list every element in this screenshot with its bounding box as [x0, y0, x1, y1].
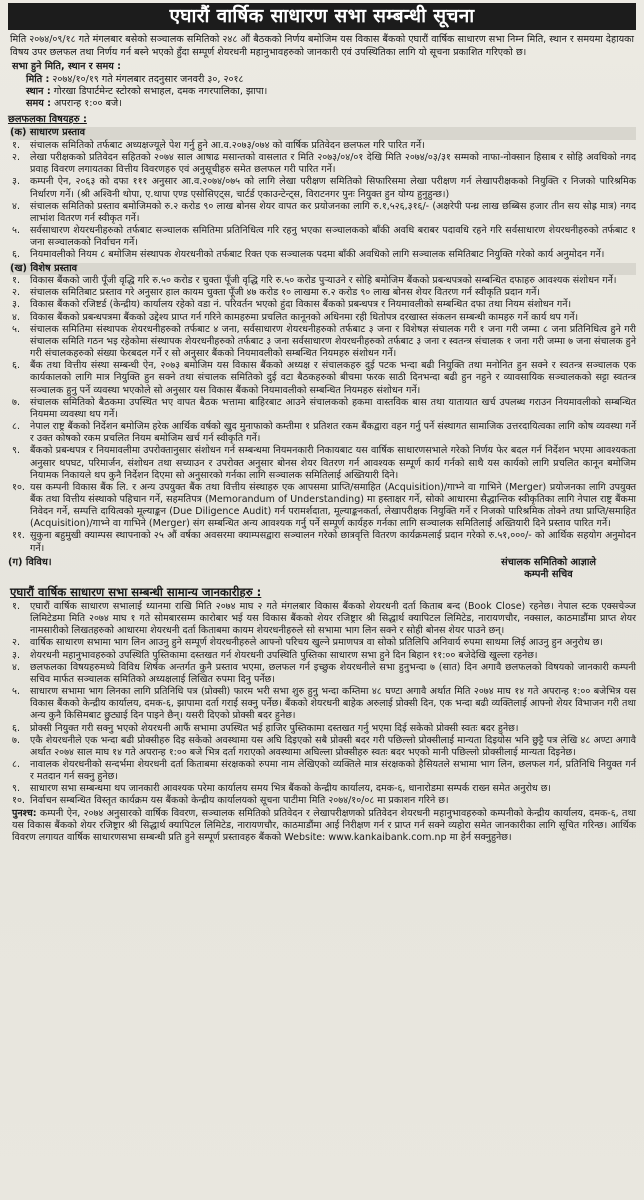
item-text: साधारण सभा सम्बन्धमा थप जानकारी आवश्यक परेमा कार्यालय समय भित्र बैंकको केन्द्रीय कार्यालय, दमक-६, धानारोडमा सम्पर्क राख्न समेत अनुरोध छ।: [30, 783, 552, 795]
item-number: १०.: [12, 481, 25, 493]
item-number: ६.: [12, 249, 20, 261]
meeting-date-value: २०७४/१०/१९ गते मंगलबार तदनुसार जनवरी ३०, २०१८: [52, 73, 244, 85]
list-item: [8, 397, 636, 421]
item-number: १.: [12, 275, 20, 287]
item-number: ४.: [12, 661, 20, 673]
meeting-time-row: [12, 98, 636, 110]
general-info-list: [8, 601, 636, 808]
general-info-title: एघारौं वार्षिक साधारण सभा सम्बन्धी सामान्य जानकारीहरु :: [10, 584, 262, 599]
list-item: [8, 225, 636, 249]
list-item: [8, 723, 636, 735]
item-number: २.: [12, 287, 20, 299]
list-item: [8, 783, 636, 795]
item-number: २.: [12, 152, 20, 164]
misc-label: (ग) विविध।: [8, 556, 52, 568]
postscript: [8, 808, 636, 844]
item-text: बैंकको प्रबन्धपत्र र नियमावलीमा उपरोक्तानुसार संशोधन गर्न सम्बन्धमा नियमनकारी निकायबाट यस वार्षिक साधारणसभाले गरेको निर्णय फेर बदल गर्न निर्देशन भएमा आवश्यकता अनुसार थपघट, परिमार्जन, संशोधन तथा सच्याउन र उपरोक्त अनुसार बोनस शेयर वितरण गर्न आवश्यक सम्पूर्ण कार्य गर्नको साथै यस कार्यको लागि प्रचलित कानून बमोजिम नियामक निकायले थप कुनै निर्देशन दिएमा सो अनुसारको गर्नका लागि सञ्चालक समितिलाई अख्तियारी दिने।: [30, 445, 636, 481]
item-text: छलफलका विषयहरुमध्ये विविध शिर्षक अन्तर्गत कुनै प्रस्ताव भएमा, छलफल गर्न इच्छुक शेयरधनीले सभा हुनुभन्दा ७ (सात) दिन अगावै छलफलको विषयको जानकारी कम्पनी सचिव मार्फत सञ्चालक समितिको अध्यक्षलाई लिखित रुपमा दिनु पर्नेछ।: [30, 661, 636, 685]
list-item: [8, 421, 636, 445]
list-item: [8, 176, 636, 200]
list-item: [8, 601, 636, 637]
meeting-date-label: मिति :: [26, 73, 50, 85]
item-number: १.: [12, 140, 20, 151]
general-proposal-heading: (क) साधारण प्रस्ताव: [10, 127, 636, 140]
list-item: [8, 735, 636, 759]
item-number: १०.: [12, 795, 25, 807]
list-item: [8, 140, 636, 152]
item-number: ५.: [12, 686, 20, 698]
item-text: संचालक समितिमा संस्थापक शेयरधनीहरुको तर्फबाट ४ जना, सर्वसाधारण शेयरधनीहरुको तर्फबाट ३ जना र विशेषज्ञ संचालक गरी १ जना गरी जम्मा ८ जना प्रतिनिधित्व हुने गरी संचालक समिति गठन भइ रहेकोमा संस्थापक शेयरधनीहरुको तर्फबाट ३ जना सर्वसाधारण शेयरधनीहरुको तर्फबाट ३ जना र स्वतन्त्र संचालक १ जना गरी जम्मा ७ जना संचालक हुने गरी संचालकहरुको संख्या फेरबदल गर्ने र सो अनुसार बैंकको नियमावलीको सम्बन्धित नियमहरु संशोधन गर्ने।: [30, 323, 636, 360]
item-text: यस कम्पनी विकास बैंक लि. र अन्य उपयुक्त बैंक तथा वित्तीय संस्थाहरु एक आपसमा प्राप्ति/समाहित (Acquisition)/गाभ्ने वा गाभिने (Merger) प्रयोजनका लागि उपयुक्त बैंक तथा वित्तीय संस्थाको पहिचान गर्ने, सहमतिपत्र (Memorandum of Understanding) मा हस्ताक्षर गर्ने, सोको आधारमा सैद्धान्तिक स्वीकृतिका लागि नेपाल राष्ट्र बैंकमा निवेदन गर्ने, सम्पत्ति दायित्वको मूल्याङ्कन (Due Diligence Audit) गर्न परामर्शदाता, मूल्याङ्कनकर्ता, लेखापरीक्षक नियुक्ति गर्ने र निजको पारिश्रमिक तोक्ने तथा प्राप्ति/समाहित (Acquisition)/गाभ्ने वा गाभिने (Merger) संग सम्बन्धित अन्य आवश्यक गर्नु पर्ने सम्पूर्ण कार्यहरु गर्नका लागि सञ्चालक समितिलाई अख्तियारी दिने प्रस्ताव पारित गर्ने।: [30, 481, 636, 530]
item-text: वार्षिक साधारण सभामा भाग लिन आउनु हुने सम्पूर्ण शेयरधनीहरुले आफ्नो परिचय खुल्ने प्रमाणपत्र वा सोको प्रतिलिपि अनिवार्य रुपमा साथमा लिई आउनु हुन अनुरोध छ।: [30, 637, 603, 649]
item-number: ४.: [12, 200, 20, 212]
item-text: सुकुना बहुमुखी क्याम्पस स्थापनाको २५ औं वर्षका अवसरमा क्याम्पसद्वारा सञ्चालन गरेको छात्रवृत्ति वितरण कार्यक्रमलाई प्रदान गरेको रु.५१,०००/- को आर्थिक सहयोग अनुमोदन गर्ने।: [30, 530, 636, 554]
list-item: [8, 312, 636, 324]
signatory-line-1: संचालक समितिको आज्ञाले: [500, 556, 596, 568]
item-number: ६.: [12, 722, 20, 734]
meeting-time-value: अपरान्ह १:०० बजे।: [54, 98, 122, 110]
list-item: [8, 637, 636, 649]
list-item: [8, 201, 636, 225]
list-item: [8, 759, 636, 783]
item-number: ४.: [12, 311, 20, 323]
item-number: ५.: [12, 323, 20, 335]
item-text: विकास बैंकको जारी पूँजी वृद्धि गरि रु.५० करोड र चुक्ता पूँजी वृद्धि गरि रु.५० करोड पुऱ्याउने र सोहि बमोजिम बैंकको प्रबन्धपत्रको सम्बन्धित दफाहरु आवश्यक संशोधन गर्ने।: [30, 275, 617, 287]
item-number: ९.: [12, 783, 20, 795]
item-text: संचालक समितिको तर्फबाट अध्यक्षज्यूले पेश गर्नु हुने आ.व.२०७३/०७४ को वार्षिक प्रतिवेदन छलफल गरि पारित गर्ने।: [30, 140, 425, 151]
meeting-heading: सभा हुने मिति, स्थान र समय :: [12, 61, 122, 73]
item-text: शेयरधनी महानुभावहरुको उपस्थिति पुस्तिकामा दस्तखत गर्न शेयरधनी उपस्थिति पुस्तिका साधारण सभा हुने दिन बिहान ११:०० बजेदेखि खुल्ला रहनेछ।: [30, 649, 538, 661]
general-proposal-list: [8, 140, 636, 262]
item-text: विकास बैंकको रजिष्टर्ड (केन्द्रीय) कार्यालय रहेको वडा नं. परिवर्तन भएको हुंदा विकास बैंकको प्रबन्धपत्र र नियमावलीको सम्बन्धित दफा तथा नियम संशोधन गर्ने।: [30, 299, 572, 311]
item-text: लेखा परीक्षकको प्रतिवेदन सहितको २०७४ साल आषाढ मसान्तको वासलात र मिति २०७३/०४/०१ देखि मिति २०७४/०३/३१ सम्मको नाफा-नोक्सान हिसाब र सोहि अवधिको नगद प्रवाह विवरण लगायतका वित्तीय विवरणहरु एवं अनुसूचीहरु समेत छलफल गरी पारित गर्ने।: [30, 152, 636, 176]
item-text: सर्वसाधारण शेयरधनीहरुको तर्फबाट सञ्चालक समितिमा प्रतिनिधित्व गरि रहनु भएका सञ्चालकको बाँकी अवधि बराबर पदावधि रहने गरि सर्वसाधारण शेयरधनीहरुको तर्फबाट १ जना सञ्चालकको निर्वाचन गर्ने।: [30, 225, 636, 249]
list-item: [8, 686, 636, 722]
signatory-line-2: कम्पनी सचिव: [524, 569, 573, 581]
meeting-place-value: गोरखा डिपार्टमेन्ट स्टोरको सभाहल, दमक नगरपालिका, झापा।: [53, 86, 268, 97]
item-text: नेपाल राष्ट्र बैंकको निर्देशन बमोजिम हरेक आर्थिक वर्षको खुद मुनाफाको कम्तीमा १ प्रतिशत रकम बैंकद्वारा वहन गर्नु पर्ने संस्थागत सामाजिक उत्तरदायित्वका लागि कोष व्यवस्था गर्ने र उक्त कोषको रकम प्रचलित नियम बमोजिम खर्च गर्न स्वीकृति गर्ने।: [30, 421, 636, 445]
postscript-label: पुनश्च:: [12, 807, 37, 819]
item-number: ९.: [12, 445, 20, 457]
item-text: विकास बैंकको प्रबन्धपत्रमा बैंकको उद्देश्य प्राप्त गर्न गरिने कामहरुमा प्रचलित कानूनको अधिनमा रही धितोपत्र दरखास्त संकलन सम्बन्धी कामहरु गर्ने कार्य थप गर्ने।: [30, 311, 579, 323]
list-item: [8, 482, 636, 531]
item-text: एकै शेयरधनीले एक भन्दा बढी प्रोक्सीहरु दिइ सकेको अवस्थामा यस अघि दिइएको सबै प्रोक्सी बदर गरी पछिल्लो प्रोक्सीलाई मान्यता दिइयोस भनि छुट्टै पत्र लेखि ४८ अण्टा अगावै अर्थात २०७४ साल माघ १४ गते अपरान्ह १:०० बजे भित्र दर्ता गराएको अवस्थामा अघिल्ला प्रोक्सीहरु स्वतः बदर भएको मानी पछिल्लो प्रोक्सीलाई मान्यता दिइनेछ।: [30, 734, 636, 758]
postscript-text: कम्पनी ऐन, २०७४ अनुसारको वार्षिक विवरण, सञ्चालक समितिको प्रतिवेदन र लेखापरीक्षणको प्रतिवेदन शेयरधनी महानुभावहरुको कम्पनीको केन्द्रीय कार्यालय, दमक-६, तथा यस विकास बैंकको शेयर रजिष्ट्रार श्री सिद्धार्थ क्यापिटल लिमिटेड, नारायणचौर, काठमाडौंमा आई निरीक्षण गर्न र प्राप्त गर्न सक्ने व्यहोरा समेत जानकारीका लागि सूचित गरिन्छ। आर्थिक विवरण लगायत वार्षिक साधारणसभा सम्बन्धी प्रति हुने सम्पूर्ण प्रस्तावहरु बैंकको Website: www.kankaibank.com.np मा हेर्न सक्नुहुनेछ।: [12, 807, 636, 843]
agenda-heading: छलफलका विषयहरु :: [8, 113, 87, 125]
list-item: [8, 324, 636, 360]
notice-title: एघारौं वार्षिक साधारण सभा सम्बन्धी सूचना: [8, 3, 636, 30]
item-text: साधारण सभामा भाग लिनका लागि प्रतिनिधि पत्र (प्रोक्सी) फारम भरी सभा शुरु हुनु भन्दा कम्तिमा ४८ घण्टा अगावै अर्थात मिति २०७४ माघ १४ गते अपरान्ह १:०० बजेभित्र यस विकास बैंकको केन्द्रीय कार्यालय, दमक-६, झापामा दर्ता गराई सक्नु पर्नेछ। बैंकको शेयरधनी बाहेक अरुलाई प्रोक्सी दिन, एक भन्दा बढी व्यक्तिलाई आफ्नो शेयर विभाजन गरी तथा अन्य कुनै किसिमबाट छुट्याई दिन पाइने छैन्। यसरी दिएको प्रोक्सी बदर हुनेछ।: [30, 686, 636, 722]
item-text: बैंक तथा वित्तीय संस्था सम्बन्धी ऐन, २०७३ बमोजिम यस विकास बैंकको अध्यक्ष र संचालकहरु दुई पटक भन्दा बढी नियुक्ति तथा मनोनित हुन सक्ने र स्वतन्त्र सञ्चालक एक कार्यकालको लागि मात्र नियुक्ति हुन सक्ने तथा संचालक समितिको दुई वटा बैठकहरुको बीचमा फरक साठी दिनभन्दा बढी हुन नहुने र व्यावसायिक सञ्चालकको सट्टा स्वतन्त्र सञ्चालक हुनु पर्ने व्यवस्था भएकोले सो अनुसार यस विकास बैंकको नियमावलीको सम्बन्धित नियमहरु संशोधन गर्ने।: [30, 360, 636, 396]
special-proposal-heading: (ख) विशेष प्रस्ताव: [10, 263, 636, 276]
list-item: [8, 275, 636, 287]
item-number: ३.: [12, 299, 20, 311]
item-text: निर्वाचन सम्बन्धित विस्तृत कार्यक्रम यस बैंकको केन्द्रीय कार्यालयको सूचना पाटीमा मिति २०७४/१०/०८ मा प्रकाशन गरिने छ।: [30, 795, 449, 807]
list-item: [8, 249, 636, 261]
item-text: नावालक शेयरधनीको सन्दर्भमा शेयरधनी दर्ता किताबमा संरक्षकको रुपमा नाम लेखिएको व्यक्तिले मात्र संरक्षकको हैसियतले सभामा भाग लिन, छलफल गर्न, प्रतिनिधि नियुक्त गर्न र मतदान गर्न सक्नु हुनेछ।: [30, 758, 636, 783]
special-proposal-list: [8, 275, 636, 555]
item-number: ७.: [12, 734, 20, 746]
list-item: [8, 299, 636, 311]
item-text: एघारौं वार्षिक साधारण सभालाई ध्यानमा राखि मिति २०७४ माघ २ गते मंगलबार विकास बैंकको शेयरधनी दर्ता किताब बन्द (Book Close) रहनेछ। नेपाल स्टक एक्सचेञ्ज लिमिटेडमा मिति २०७४ माघ १ गते सोमबारसम्म कारोबार भई यस विकास बैंकको शेयर रजिष्ट्रार श्री सिद्धार्थ क्यापिटल लिमिटेड, नारायणचौर, नक्साल, काठमाडौंमा प्राप्त शेयर नामसारीको लिखतहरुको आधारमा शेयरधनी दर्ता किताबमा कायम शेयरधनीहरुले सो सभामा भाग लिन सक्ने र सोही बोनस शेयर पाउने छन्।: [30, 600, 636, 637]
list-item: [8, 650, 636, 662]
item-number: ११.: [12, 530, 25, 542]
list-item: [8, 795, 636, 807]
misc-row: [8, 557, 636, 582]
item-number: ६.: [12, 360, 20, 372]
signatory: [501, 557, 636, 582]
list-item: [8, 530, 636, 554]
item-text: संचालक समितिबाट प्रस्ताव गरे अनुसार हाल कायम चुक्ता पूँजी ४७ करोड १० लाखमा रु.२ करोड ९० लाख बोनस शेयर वितरण गर्न स्वीकृति प्रदान गर्ने।: [30, 287, 541, 299]
item-text: प्रोक्सी नियुक्त गरी सक्नु भएको शेयरधनी आफैं सभामा उपस्थित भई हाजिर पुस्तिकामा दस्तखत गर्नु भएमा दिई सकेको प्रोक्सी स्वतः बदर हुनेछ।: [30, 722, 519, 734]
item-number: १.: [12, 600, 20, 612]
list-item: [8, 360, 636, 396]
list-item: [8, 662, 636, 686]
item-number: ३.: [12, 649, 20, 661]
meeting-time-label: समय :: [26, 98, 51, 110]
meeting-date-row: [12, 74, 636, 86]
item-text: संचालक समितिको प्रस्ताव बमोजिमको रु.२ करोड ९० लाख बोनस शेयर वापत कर प्रयोजनका लागि रु.१,५२६,३१६/- (अक्षरेपी पन्ध्र लाख छब्बिस हजार तीन सय सोह्र मात्र) नगद लाभांश वितरण गर्न स्वीकृत गर्ने।: [30, 200, 636, 224]
meeting-place-label: स्थान :: [26, 86, 51, 97]
item-number: ३.: [12, 176, 20, 188]
item-number: ५.: [12, 225, 20, 237]
item-text: कम्पनी ऐन, २०६३ को दफा १११ अनुसार आ.व.२०७४/०७५ को लागि लेखा परीक्षण समितिको सिफारिसमा लेखा परीक्षण गर्न लेखापरीक्षकको नियुक्ति र निजको पारिश्रमिक निर्धारण गर्ने। (श्री अश्विनी थोपा, ए.थापा एण्ड एसोसिएट्स, चार्टर्ड एकाउन्टेन्ट्स, विराटनगर पुनः नियुक्त हुन योग्य हुनुहुन्छ।): [30, 176, 636, 200]
list-item: [8, 152, 636, 176]
list-item: [8, 287, 636, 299]
item-text: नियमावलीको नियम ८ बमोजिम संस्थापक शेयरधनीको तर्फबाट रिक्त एक सञ्चालक पदमा बाँकी अवधिको लागि सञ्चालक समितिबाट नियुक्ति गरेको कार्य अनुमोदन गर्ने।: [30, 249, 605, 261]
list-item: [8, 445, 636, 481]
meeting-details: [8, 61, 636, 111]
item-number: ८.: [12, 758, 20, 770]
item-text: संचालक समितिको बैठकमा उपस्थित भए वापत बैठक भत्तामा बाहिरबाट आउने संचालकको हकमा वास्तविक बास तथा यातायात खर्च उपलब्ध गराउन नियमावलीको सम्बन्धित नियममा व्यवस्था थप गर्ने।: [30, 396, 636, 420]
meeting-place-row: [12, 86, 636, 98]
item-number: ८.: [12, 421, 20, 433]
notice-intro: मिति २०७४/०९/१८ गते मंगलबार बसेको सञ्चालक समितिको २४८ औं बैठकको निर्णय बमोजिम यस विकास बैंकको एघारौं वार्षिक साधारण सभा निम्न मिति, स्थान र समयमा देहायका विषय उपर छलफल तथा निर्णय गर्न बस्ने भएको हुँदा सम्पूर्ण शेयरधनी महानुभावहरुको जानकारी एवं उपस्थितिका लागि यो सूचना प्रकाशित गरिएको छ।: [10, 34, 634, 58]
item-number: ७.: [12, 396, 20, 408]
item-number: २.: [12, 637, 20, 649]
